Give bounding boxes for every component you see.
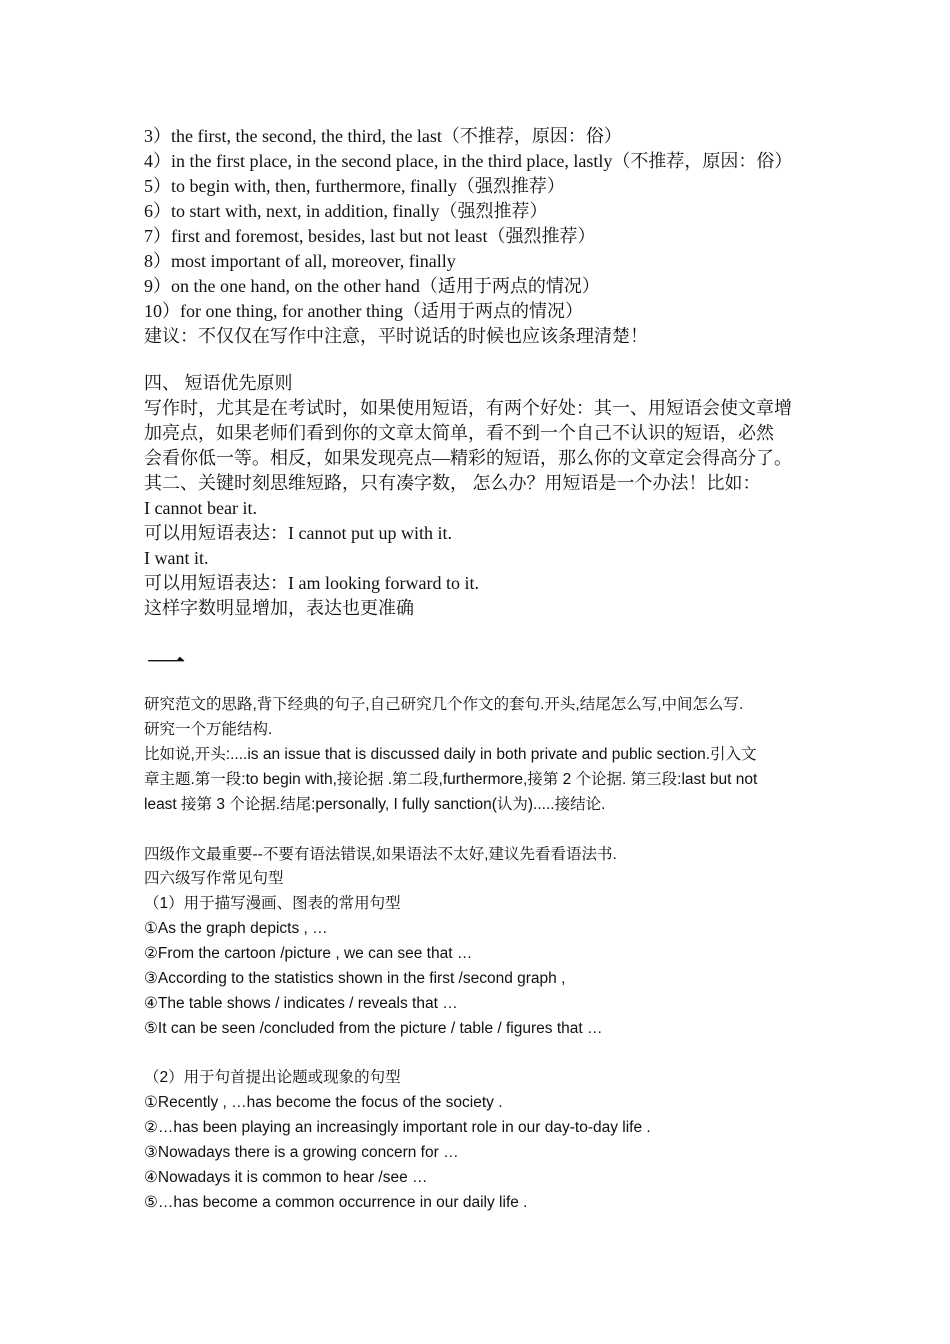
sentence-pattern: ①As the graph depicts , … <box>144 920 328 937</box>
paragraph-line: 研究一个万能结构. <box>144 721 273 738</box>
sentence-pattern: ③Nowadays there is a growing concern for … <box>144 1144 459 1161</box>
paragraph-line: 其二、关键时刻思维短路，只有凑字数， 怎么办？用短语是一个办法！比如： <box>144 473 761 493</box>
sentence-pattern: ④Nowadays it is common to hear /see … <box>144 1169 428 1186</box>
conclusion-text: 这样字数明显增加，表达也更准确 <box>144 598 414 618</box>
list-item: 10）for one thing, for another thing（适用于两点的情况） <box>144 301 583 321</box>
group-title: （2）用于句首提出论题或现象的句型 <box>144 1069 401 1086</box>
example-phrase: 可以用短语表达：I am looking forward to it. <box>144 573 479 593</box>
list-item: 7）first and foremost, besides, last but not least（强烈推荐） <box>144 226 596 246</box>
example-sentence: I cannot bear it. <box>144 498 257 518</box>
paragraph-line: 会看你低一等。相反，如果发现亮点—精彩的短语，那么你的文章定会得高分了。 <box>144 448 792 468</box>
sentence-pattern: ②From the cartoon /picture , we can see that … <box>144 945 473 962</box>
section-heading: 四、 短语优先原则 <box>144 373 293 393</box>
section-title: 四六级写作常见句型 <box>144 870 284 887</box>
sentence-pattern: ⑤It can be seen /concluded from the picture / table / figures that … <box>144 1020 603 1037</box>
group-title: （1）用于描写漫画、图表的常用句型 <box>144 895 401 912</box>
paragraph-line: 章主题.第一段:to begin with,接论据 .第二段,furthermore,接第 2 个论据. 第三段:last but not <box>144 771 758 788</box>
paragraph-line: least 接第 3 个论据.结尾:personally, I fully sanction(认为).....接结论. <box>144 796 606 813</box>
sentence-pattern: ③According to the statistics shown in the first /second graph , <box>144 970 566 987</box>
list-item: 8）most important of all, moreover, finally <box>144 251 456 271</box>
list-item: 5）to begin with, then, furthermore, finally（强烈推荐） <box>144 176 565 196</box>
sentence-pattern: ④The table shows / indicates / reveals that … <box>144 995 458 1012</box>
paragraph-line: 加亮点，如果老师们看到你的文章太简单，看不到一个自己不认识的短语，必然 <box>144 423 774 443</box>
sentence-pattern: ①Recently , …has become the focus of the society . <box>144 1094 503 1111</box>
list-item: 4）in the first place, in the second place, in the third place, lastly（不推荐，原因：俗） <box>144 151 793 171</box>
advice-text: 建议：不仅仅在写作中注意，平时说话的时候也应该条理清楚！ <box>144 326 648 346</box>
note-text: 四级作文最重要--不要有语法错误,如果语法不太好,建议先看看语法书. <box>144 846 617 863</box>
big-heading: 一 <box>146 641 186 687</box>
example-phrase: 可以用短语表达：I cannot put up with it. <box>144 523 452 543</box>
list-item: 3）the first, the second, the third, the last（不推荐，原因：俗） <box>144 126 622 146</box>
paragraph-line: 比如说,开头:....is an issue that is discussed daily in both private and public section.引入文 <box>144 746 757 763</box>
example-sentence: I want it. <box>144 548 209 568</box>
paragraph-line: 写作时，尤其是在考试时，如果使用短语，有两个好处：其一、用短语会使文章增 <box>144 398 792 418</box>
list-item: 6）to start with, next, in addition, finally（强烈推荐） <box>144 201 548 221</box>
sentence-pattern: ②…has been playing an increasingly important role in our day-to-day life . <box>144 1119 651 1136</box>
sentence-pattern: ⑤…has become a common occurrence in our daily life . <box>144 1194 528 1211</box>
list-item: 9）on the one hand, on the other hand（适用于两点的情况） <box>144 276 600 296</box>
paragraph-line: 研究范文的思路,背下经典的句子,自己研究几个作文的套句.开头,结尾怎么写,中间怎么写. <box>144 696 744 713</box>
